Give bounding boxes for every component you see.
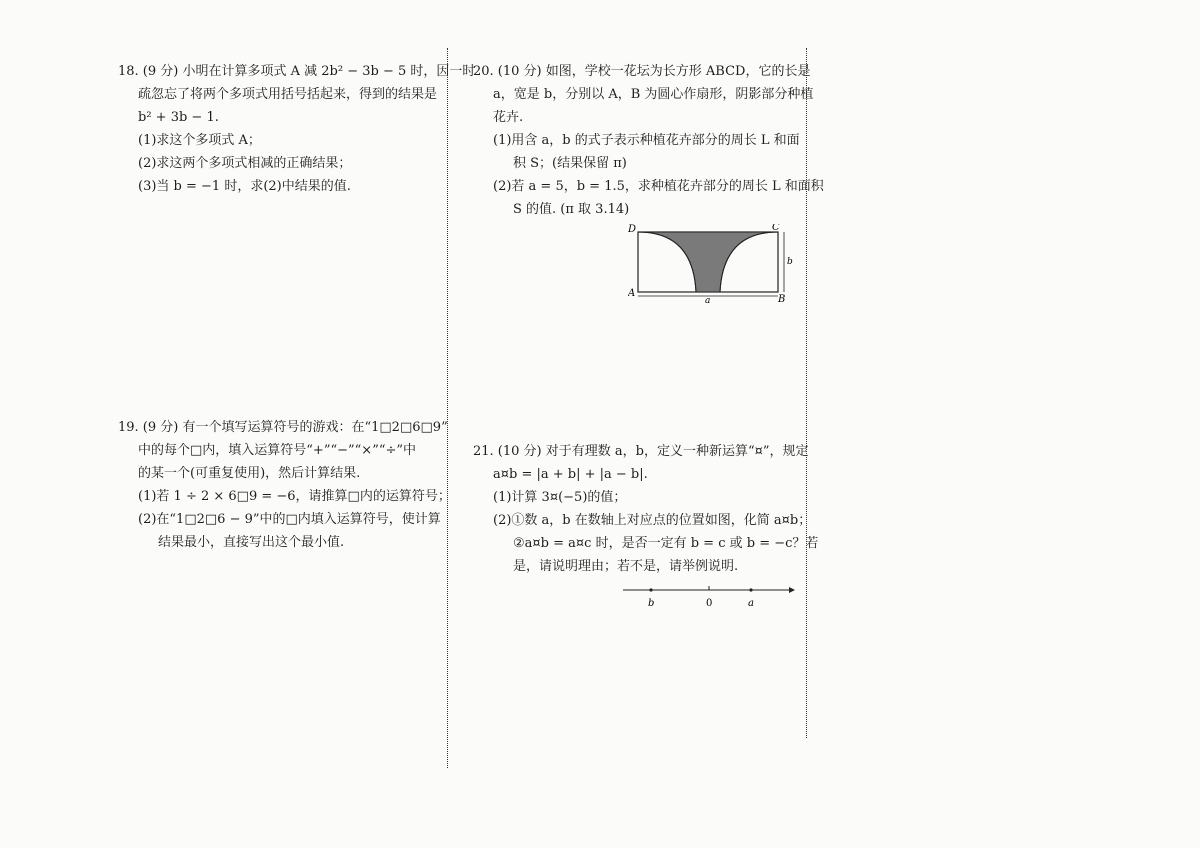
q20-part-1-cont: 积 S；(结果保留 π) — [513, 156, 627, 171]
question-19 — [118, 416, 451, 554]
q19-line-3: 的某一个(可重复使用)，然后计算结果. — [138, 466, 361, 481]
flowerbed-figure — [628, 224, 798, 304]
q21-line-2: a¤b = |a + b| + |a − b|. — [493, 467, 648, 482]
q20-part-2-cont: S 的值. (π 取 3.14) — [513, 202, 630, 217]
numberline-label-b: b — [648, 598, 655, 609]
q21-part-2-ii: ②a¤b = a¤c 时，是否一定有 b = c 或 b = −c？若 — [513, 536, 819, 551]
question-18 — [118, 60, 476, 198]
q19-line-2: 中的每个□内，填入运算符号“+”“−”“×”“÷”中 — [138, 443, 417, 458]
q21-part-2: (2)①数 a，b 在数轴上对应点的位置如图，化简 a¤b； — [493, 513, 812, 528]
q19-part-2: (2)在“1□2□6 − 9”中的□内填入运算符号，使计算 — [138, 512, 441, 527]
column-divider-left — [447, 48, 448, 768]
label-a: a — [705, 296, 711, 304]
q20-line-3: 花卉. — [493, 110, 524, 125]
q18-line-1: 18. (9 分) 小明在计算多项式 A 减 2b² − 3b − 5 时，因一时 — [118, 64, 476, 79]
label-b: b — [787, 257, 793, 267]
label-B: B — [778, 294, 786, 304]
number-line-figure — [621, 582, 796, 612]
q19-line-1: 19. (9 分) 有一个填写运算符号的游戏：在“1□2□6□9” — [118, 420, 448, 435]
q18-part-3: (3)当 b = −1 时，求(2)中结果的值. — [138, 179, 351, 194]
q20-line-1: 20. (10 分) 如图，学校一花坛为长方形 ABCD，它的长是 — [473, 64, 811, 79]
q20-part-2: (2)若 a = 5，b = 1.5，求种植花卉部分的周长 L 和面积 — [493, 179, 824, 194]
q21-line-1: 21. (10 分) 对于有理数 a，b，定义一种新运算“¤”，规定 — [473, 444, 809, 459]
q18-line-3: b² + 3b − 1. — [138, 110, 219, 125]
question-20 — [473, 60, 824, 304]
label-C: C — [772, 224, 780, 233]
q18-part-1: (1)求这个多项式 A； — [138, 133, 261, 148]
column-divider-right — [806, 48, 807, 738]
q20-line-2: a，宽是 b，分别以 A，B 为圆心作扇形，阴影部分种植 — [493, 87, 814, 102]
q21-part-2-ii-cont: 是，请说明理由；若不是，请举例说明. — [513, 559, 739, 574]
label-A: A — [628, 288, 636, 299]
q19-part-2-cont: 结果最小，直接写出这个最小值. — [158, 535, 345, 550]
numberline-label-0: 0 — [706, 598, 713, 609]
label-D: D — [628, 224, 637, 235]
question-21 — [473, 440, 819, 609]
q20-part-1: (1)用含 a，b 的式子表示种植花卉部分的周长 L 和面 — [493, 133, 800, 148]
q18-line-2: 疏忽忘了将两个多项式用括号括起来，得到的结果是 — [138, 87, 438, 102]
q18-part-2: (2)求这两个多项式相减的正确结果； — [138, 156, 352, 171]
numberline-label-a: a — [748, 598, 754, 609]
q19-part-1: (1)若 1 ÷ 2 × 6□9 = −6，请推算□内的运算符号； — [138, 489, 451, 504]
q21-part-1: (1)计算 3¤(−5)的值； — [493, 490, 627, 505]
